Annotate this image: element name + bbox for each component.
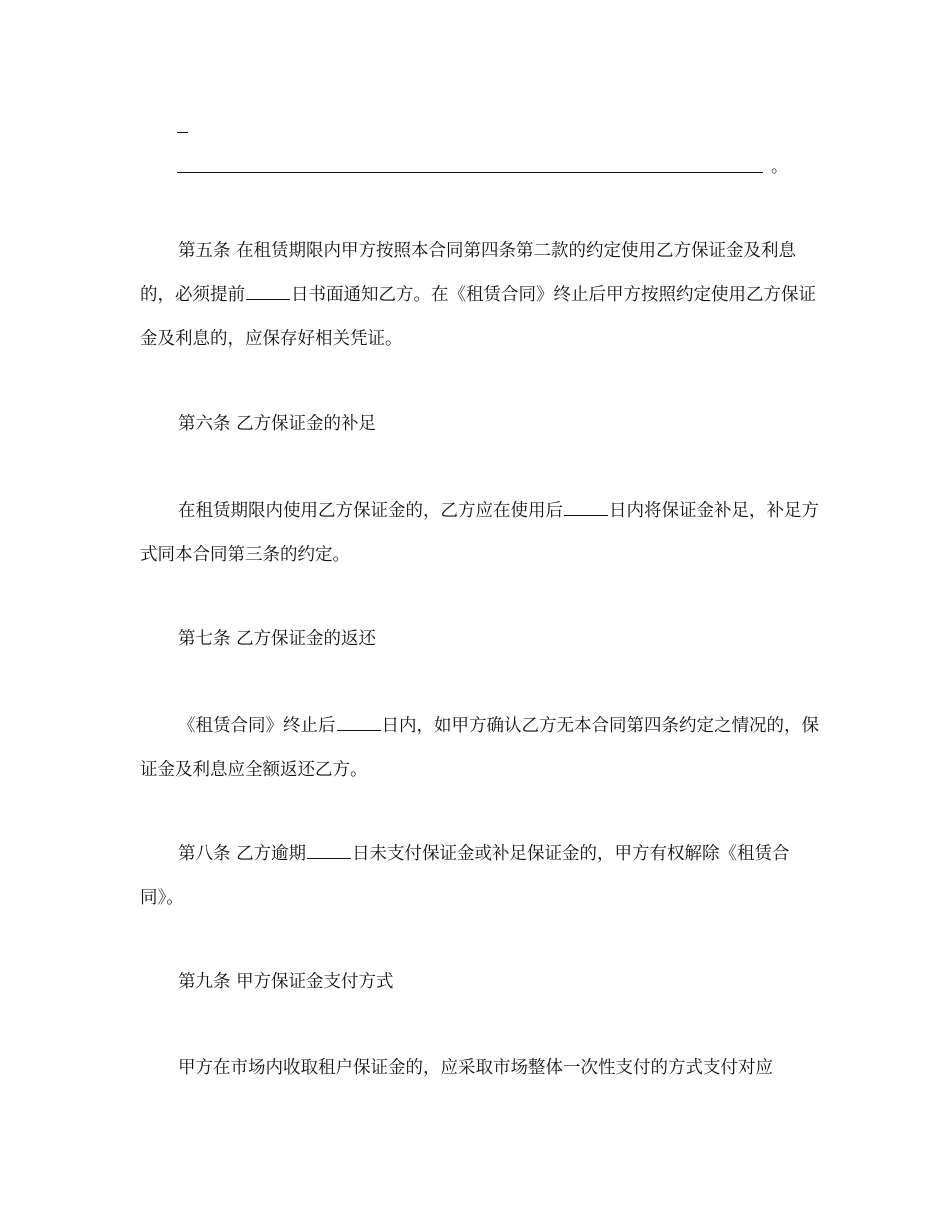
fill-blank xyxy=(246,281,290,300)
blank-line-short xyxy=(177,120,188,133)
article-8-paragraph: 第八条 乙方逾期 日未支付保证金或补足保证金的，甲方有权解除《租赁合同》。 xyxy=(140,832,820,920)
blank-line-long xyxy=(177,172,763,173)
article-7-title: 第七条 乙方保证金的返还 xyxy=(178,629,377,649)
article-5-paragraph: 第五条 在租赁期限内甲方按照本合同第四条第二款的约定使用乙方保证金及利息的，必须提前 日书面通知乙方。在《租赁合同》终止后甲方按照约定使用乙方保证金及利息的，应保存好相关凭证。 xyxy=(140,241,816,349)
article-9-paragraph: 甲方在市场内收取租户保证金的，应采取市场整体一次性支付的方式支付对应 xyxy=(178,1058,773,1078)
article-7-paragraph: 《租赁合同》终止后 日内，如甲方确认乙方无本合同第四条约定之情况的，保证金及利息应全额返还乙方。 xyxy=(140,704,820,792)
article-6-title: 第六条 乙方保证金的补足 xyxy=(178,414,377,434)
line-end-period: 。 xyxy=(771,157,788,177)
article-6-paragraph: 在租赁期限内使用乙方保证金的，乙方应在使用后 日内将保证金补足，补足方式同本合同第三条的约定。 xyxy=(140,489,820,577)
fill-blank xyxy=(564,497,608,516)
article-9-title: 第九条 甲方保证金支付方式 xyxy=(178,972,394,992)
fill-blank xyxy=(307,840,351,859)
fill-blank xyxy=(337,712,381,731)
